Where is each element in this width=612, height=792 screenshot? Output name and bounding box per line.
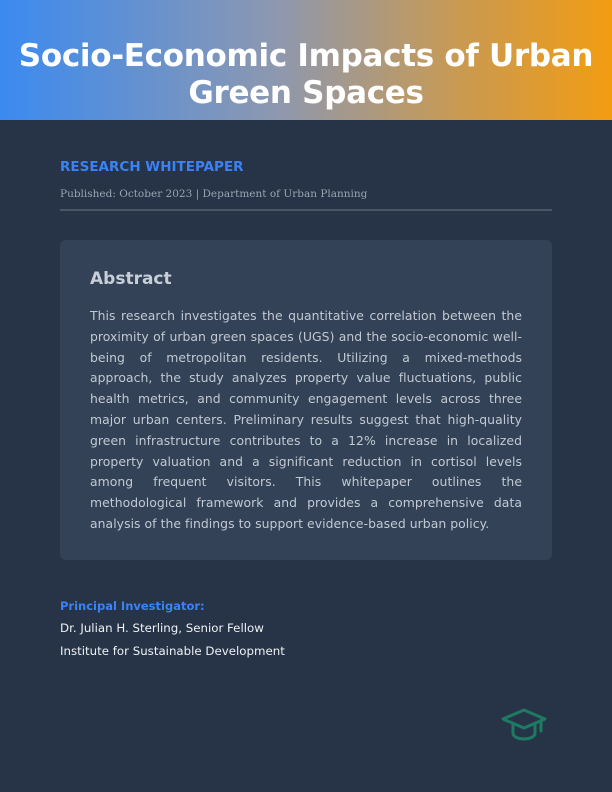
principal-investigator-name: Dr. Julian H. Sterling, Senior Fellow: [60, 621, 264, 635]
principal-investigator-organization: Institute for Sustainable Development: [60, 644, 285, 658]
principal-investigator-label: Principal Investigator:: [60, 599, 205, 613]
abstract-heading: Abstract: [90, 269, 172, 289]
document-title: Socio-Economic Impacts of Urban Green Spaces: [18, 38, 594, 111]
abstract-card: [60, 240, 552, 560]
document-type-label: RESEARCH WHITEPAPER: [60, 159, 244, 175]
header-banner: [0, 0, 612, 120]
publication-meta: Published: October 2023 | Department of Urban Planning: [60, 188, 368, 200]
graduation-cap-icon: [500, 702, 548, 746]
abstract-body: This research investigates the quantitative correlation between the proximity of urban green spaces (UGS) and the socio-economic well-being of metropolitan residents. Utilizing a mixed-methods approach, the study analyzes property value fluctuations, public health metrics, and community engagement levels across three major urban centers. Preliminary results suggest that high-quality green infrastructure contributes to a 12% increase in localized property valuation and a significant reduction in cortisol levels among frequent visitors. This whitepaper outlines the methodological framework and provides a comprehensive data analysis of the findings to support evidence-based urban policy.: [90, 308, 522, 531]
header-divider: [60, 209, 552, 211]
